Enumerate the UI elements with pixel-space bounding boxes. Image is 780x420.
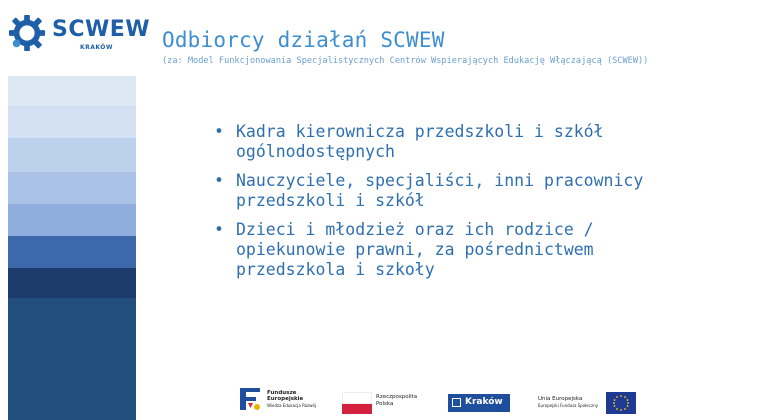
footer-logos bbox=[236, 382, 646, 418]
scwew-logo bbox=[8, 12, 151, 56]
rp-line2: Polska bbox=[376, 401, 394, 407]
fundusze-europejskie-logo bbox=[236, 382, 326, 418]
fe-line2: Europejskie bbox=[267, 396, 304, 402]
slide-subtitle: (za: Model Funkcjonowania Specjalistycznych Centrów Wspierających Edukację Włączającą (SCWEW)) bbox=[162, 56, 649, 66]
stripe-2 bbox=[8, 106, 136, 138]
krakow-badge bbox=[448, 394, 510, 412]
stripe-5 bbox=[8, 204, 136, 236]
krakow-label: Kraków bbox=[465, 397, 503, 407]
polish-flag-icon bbox=[342, 392, 372, 412]
slide-title: Odbiorcy działań SCWEW bbox=[162, 28, 445, 52]
krakow-square-icon bbox=[452, 398, 461, 407]
stripe-4 bbox=[8, 172, 136, 204]
bullet-dot-icon: • bbox=[214, 171, 224, 190]
stripe-3 bbox=[8, 138, 136, 172]
stripe-8 bbox=[8, 298, 136, 420]
bullet-list bbox=[214, 122, 684, 289]
bullet-item bbox=[214, 171, 684, 211]
bullet-dot-icon: • bbox=[214, 122, 224, 141]
stripe-6 bbox=[8, 236, 136, 268]
logo-wordmark: SCWEW bbox=[52, 17, 151, 42]
rzeczpospolita-polska-logo bbox=[340, 382, 430, 418]
rp-line1: Rzeczpospolita bbox=[376, 394, 418, 400]
krakow-logo bbox=[448, 382, 512, 418]
fe-logo-icon bbox=[238, 386, 264, 412]
unia-europejska-logo bbox=[536, 382, 646, 418]
eu-flag-icon bbox=[606, 392, 636, 414]
bullet-text: Dzieci i młodzież oraz ich rodzice / opiekunowie prawni, za pośrednictwem przedszkola i szkoły bbox=[236, 220, 594, 279]
bullet-dot-icon: • bbox=[214, 220, 224, 239]
bullet-item bbox=[214, 220, 684, 280]
gear-logo-icon bbox=[8, 14, 46, 52]
bullet-text: Nauczyciele, specjaliści, inni pracownicy przedszkoli i szkół bbox=[236, 171, 644, 210]
ue-line1: Unia Europejska bbox=[538, 396, 583, 402]
bullet-item bbox=[214, 122, 684, 162]
stripe-7 bbox=[8, 268, 136, 298]
fe-line3: Wiedza Edukacja Rozwój bbox=[267, 403, 317, 408]
ue-line2: Europejski Fundusz Społeczny bbox=[538, 403, 598, 408]
sidebar-color-stripes bbox=[8, 76, 136, 420]
stripe-1 bbox=[8, 76, 136, 106]
bullet-text: Kadra kierownicza przedszkoli i szkół ogólnodostępnych bbox=[236, 122, 604, 161]
fe-line1: Fundusze bbox=[267, 390, 297, 396]
logo-city: KRAKÓW bbox=[80, 44, 114, 51]
